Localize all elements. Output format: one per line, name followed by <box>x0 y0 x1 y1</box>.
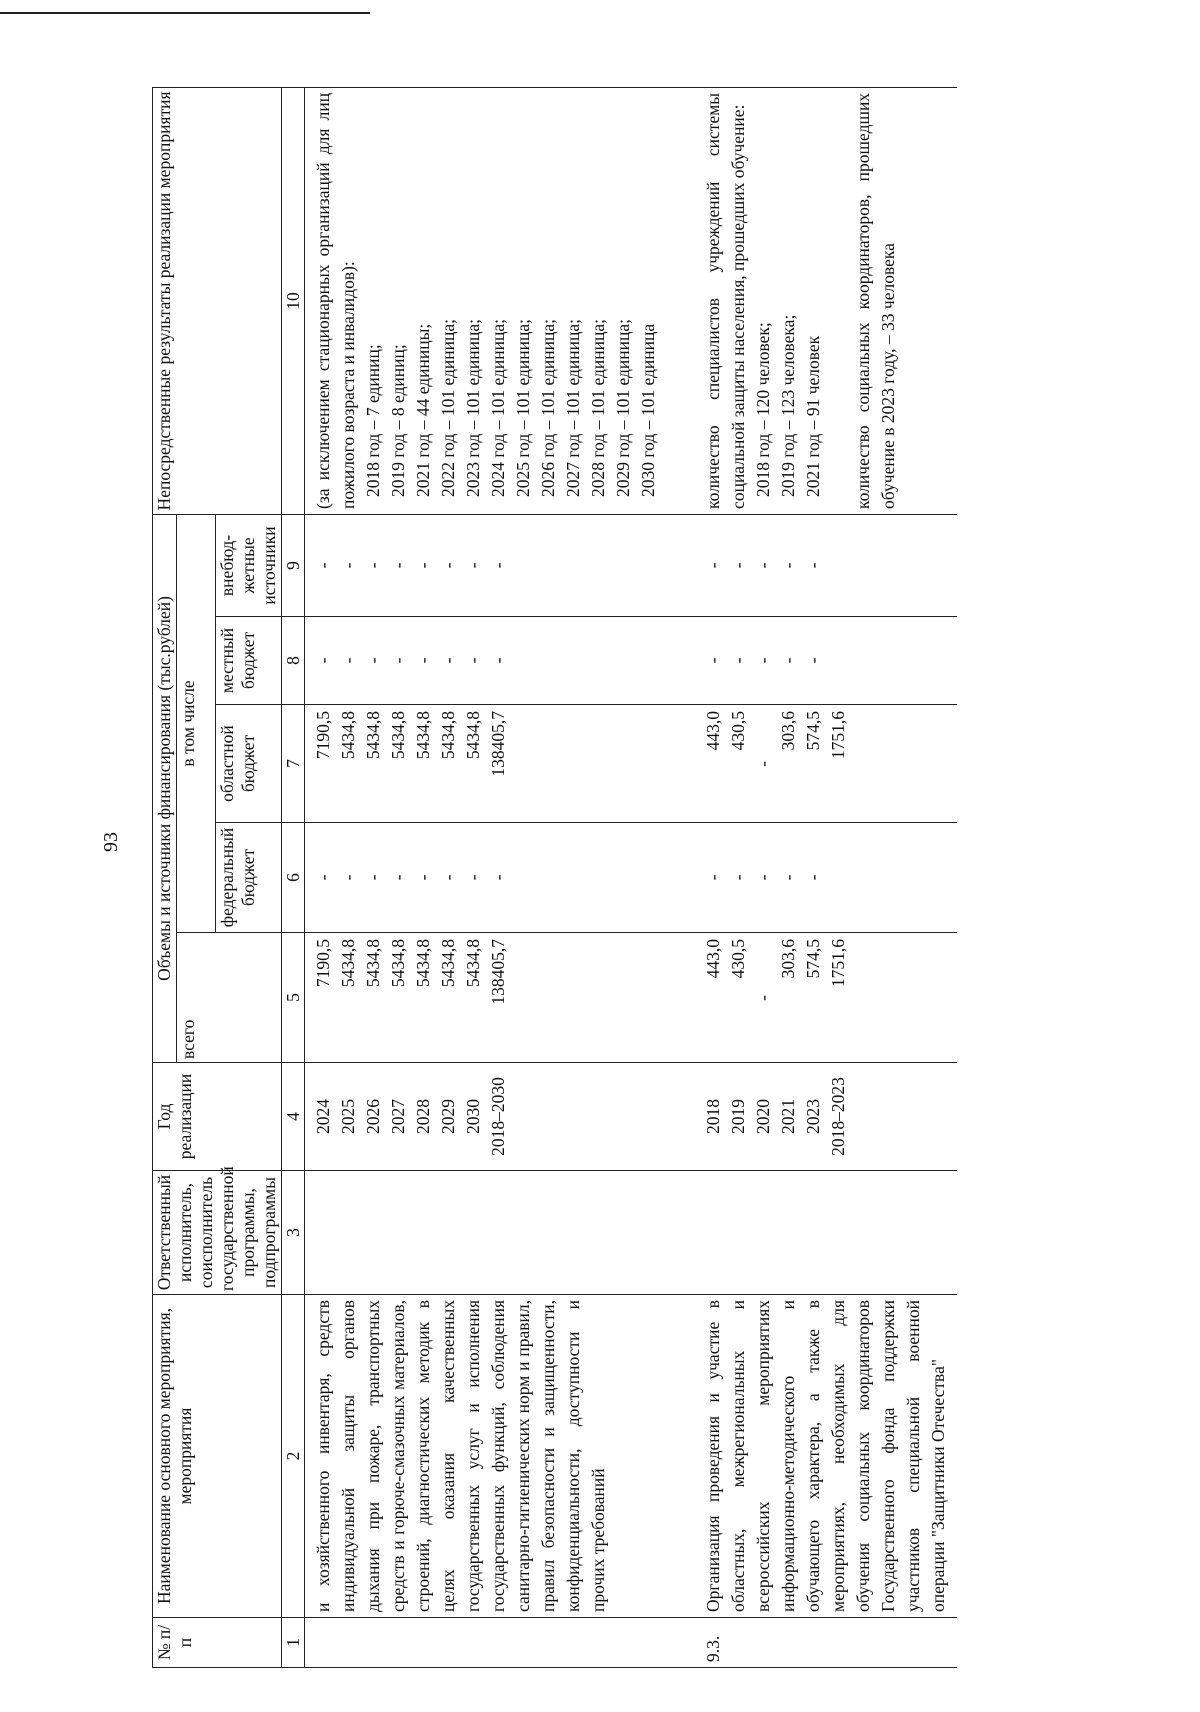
offbudget-cell: - <box>313 562 333 569</box>
result-item: 2021 год – 91 человек <box>803 335 823 497</box>
regional-cell: - <box>753 761 773 767</box>
row-years <box>667 1063 957 1171</box>
result-extra: количество социальных координаторов, прошедших обучение в 2023 году, – 33 человека <box>853 92 898 509</box>
header-offbudget: внебюд- жетные источники <box>216 514 282 616</box>
regional-cell: 5434,8 <box>388 711 408 760</box>
regional-cell: 5434,8 <box>438 711 458 760</box>
page-number: 93 <box>100 832 122 852</box>
header-funding: Объемы и источники финансирования (тыс.рублей) <box>153 514 177 1062</box>
row-local <box>667 617 957 705</box>
federal-cell: - <box>778 874 798 881</box>
result-item: 2029 год – 101 единица; <box>613 319 633 497</box>
regional-cell: 5434,8 <box>363 711 383 760</box>
local-cell: - <box>728 657 748 664</box>
offbudget-cell: - <box>703 562 723 569</box>
result-intro: (за исключением стационарных организаций для лиц пожилого возраста и инвалидов): <box>313 92 358 509</box>
result-intro: количество специалистов учреждений системы социальной защиты населения, прошедших обучение: <box>703 92 748 509</box>
local-cell: - <box>363 657 383 664</box>
local-cell: - <box>338 657 358 664</box>
result-item: 2018 год – 120 человек; <box>753 322 773 497</box>
header-results: Непосредственные результаты реализации мероприятия <box>153 87 282 514</box>
local-cell: - <box>413 657 433 664</box>
federal-cell: - <box>338 874 358 881</box>
header-including: в том числе <box>177 514 216 932</box>
row-regional <box>305 705 668 823</box>
total-cell: 5434,8 <box>463 939 483 988</box>
regional-cell: 430,5 <box>728 711 748 751</box>
year-cell: 2025 <box>338 1099 358 1134</box>
result-item: 2027 год – 101 единица; <box>563 319 583 497</box>
header-year: Год реализации <box>153 1063 282 1171</box>
federal-cell: - <box>703 874 723 881</box>
total-cell: 5434,8 <box>338 939 358 988</box>
row-federal <box>305 823 668 933</box>
total-cell: 5434,8 <box>363 939 383 988</box>
row-total <box>667 933 957 1063</box>
local-cell: - <box>803 657 823 664</box>
year-cell: 2030 <box>463 1099 483 1134</box>
result-item: 2019 год – 8 единиц; <box>388 344 408 497</box>
offbudget-cell: - <box>753 562 773 569</box>
table-row <box>667 87 957 1667</box>
column-number: 5 <box>282 933 305 1063</box>
header-total: всего <box>177 933 282 1063</box>
year-cell: 2029 <box>438 1099 458 1134</box>
federal-cell: - <box>438 874 458 881</box>
local-cell: - <box>313 657 333 664</box>
header-federal: федеральный бюджет <box>216 823 282 933</box>
row-federal <box>667 823 957 933</box>
row-total <box>305 933 668 1063</box>
total-cell: 303,6 <box>778 939 798 979</box>
total-cell: 5434,8 <box>438 939 458 988</box>
header-local: местный бюджет <box>216 617 282 705</box>
row-number: 9.3. <box>667 1618 957 1668</box>
regional-cell: 5434,8 <box>413 711 433 760</box>
regional-cell: 443,0 <box>703 711 723 751</box>
year-cell: 2021 <box>778 1099 798 1134</box>
offbudget-cell: - <box>438 562 458 569</box>
federal-cell: - <box>488 874 508 881</box>
local-cell: - <box>388 657 408 664</box>
column-number: 7 <box>282 705 305 823</box>
row-local <box>305 617 668 705</box>
row-activity-name: и хозяйственного инвентаря, средств индивидуальной защиты органов дыхания при пожаре, транспортных средств и горюче-смазочных материалов, строений, диагностических методик в целях оказания качественных государственных услуг и исполнения государственных функций, соблюдения санитарно-гигиенических норм и правил, правил безопасности и защищенности, конфиденциальности, доступности и прочих требований <box>305 1295 668 1618</box>
local-cell: - <box>488 657 508 664</box>
year-cell: 2018–2023 <box>828 1077 848 1156</box>
regional-cell: 7190,5 <box>313 711 333 760</box>
federal-cell: - <box>413 874 433 881</box>
federal-cell: - <box>463 874 483 881</box>
federal-cell: - <box>753 874 773 881</box>
row-executor <box>667 1171 957 1295</box>
column-number: 9 <box>282 514 305 616</box>
total-cell: 7190,5 <box>313 939 333 988</box>
column-number: 3 <box>282 1171 305 1295</box>
row-activity-name: Организация проведения и участие в областных, межрегиональных и всероссийских мероприятиях информационно-методического и обучающего характера, а также в мероприятиях, необходимых для обучения социальных координаторов Государственного фонда поддержки участников специальной военной операции "Защитники Отечества" <box>667 1295 957 1618</box>
year-cell: 2018–2030 <box>488 1077 508 1156</box>
total-cell: 5434,8 <box>413 939 433 988</box>
year-cell: 2020 <box>753 1099 773 1134</box>
regional-cell: 138405,7 <box>488 711 508 777</box>
offbudget-cell: - <box>803 562 823 569</box>
column-number: 6 <box>282 823 305 933</box>
result-item: 2026 год – 101 единица; <box>538 319 558 497</box>
row-regional <box>667 705 957 823</box>
federal-cell: - <box>803 874 823 881</box>
offbudget-cell: - <box>728 562 748 569</box>
offbudget-cell: - <box>488 562 508 569</box>
header-executor: Ответственный исполнитель, соисполнитель государственной программы, подпрограммы <box>153 1171 282 1295</box>
offbudget-cell: - <box>778 562 798 569</box>
offbudget-cell: - <box>463 562 483 569</box>
result-item: 2028 год – 101 единица; <box>588 319 608 497</box>
year-cell: 2028 <box>413 1099 433 1134</box>
column-number: 10 <box>282 87 305 514</box>
local-cell: - <box>438 657 458 664</box>
year-cell: 2018 <box>703 1099 723 1134</box>
total-cell: 138405,7 <box>488 939 508 1005</box>
total-cell: 5434,8 <box>388 939 408 988</box>
regional-cell: 1751,6 <box>828 711 848 760</box>
rotated-page <box>152 88 1162 1668</box>
local-cell: - <box>703 657 723 664</box>
column-number: 1 <box>282 1618 305 1668</box>
row-number <box>305 1618 668 1668</box>
year-cell: 2026 <box>363 1099 383 1134</box>
result-item: 2019 год – 123 человека; <box>778 314 798 497</box>
header-name: Наименование основного мероприятия, мероприятия <box>153 1295 282 1618</box>
year-cell: 2023 <box>803 1099 823 1134</box>
regional-cell: 574,5 <box>803 711 823 751</box>
year-cell: 2027 <box>388 1099 408 1134</box>
offbudget-cell: - <box>338 562 358 569</box>
offbudget-cell: - <box>388 562 408 569</box>
column-number: 8 <box>282 617 305 705</box>
funding-table <box>152 87 957 1668</box>
column-number: 4 <box>282 1063 305 1171</box>
federal-cell: - <box>728 874 748 881</box>
column-numbers-row <box>282 87 305 1667</box>
local-cell: - <box>463 657 483 664</box>
offbudget-cell: - <box>363 562 383 569</box>
header-number: № п/п <box>153 1618 282 1668</box>
result-item: 2021 год – 44 единицы; <box>413 323 433 497</box>
row-results <box>305 87 668 514</box>
column-number: 2 <box>282 1295 305 1618</box>
total-cell: 430,5 <box>728 939 748 979</box>
total-cell: 1751,6 <box>828 939 848 988</box>
regional-cell: 303,6 <box>778 711 798 751</box>
header-regional: областной бюджет <box>216 705 282 823</box>
result-item: 2018 год – 7 единиц; <box>363 344 383 497</box>
row-years <box>305 1063 668 1171</box>
total-cell: - <box>753 995 773 1001</box>
total-cell: 574,5 <box>803 939 823 979</box>
result-item: 2023 год – 101 единица; <box>463 319 483 497</box>
local-cell: - <box>778 657 798 664</box>
row-executor <box>305 1171 668 1295</box>
offbudget-cell: - <box>413 562 433 569</box>
total-cell: 443,0 <box>703 939 723 979</box>
year-cell: 2024 <box>313 1099 333 1134</box>
table-row <box>305 87 668 1667</box>
federal-cell: - <box>313 874 333 881</box>
regional-cell: 5434,8 <box>338 711 358 760</box>
result-item: 2025 год – 101 единица; <box>513 319 533 497</box>
top-rule <box>0 12 370 14</box>
regional-cell: 5434,8 <box>463 711 483 760</box>
result-item: 2022 год – 101 единица; <box>438 319 458 497</box>
local-cell: - <box>753 657 773 664</box>
row-results <box>667 87 957 514</box>
result-item: 2030 год – 101 единица <box>638 323 658 497</box>
row-offbudget <box>667 514 957 616</box>
row-offbudget <box>305 514 668 616</box>
year-cell: 2019 <box>728 1099 748 1134</box>
result-item: 2024 год – 101 единица; <box>488 319 508 497</box>
federal-cell: - <box>388 874 408 881</box>
federal-cell: - <box>363 874 383 881</box>
